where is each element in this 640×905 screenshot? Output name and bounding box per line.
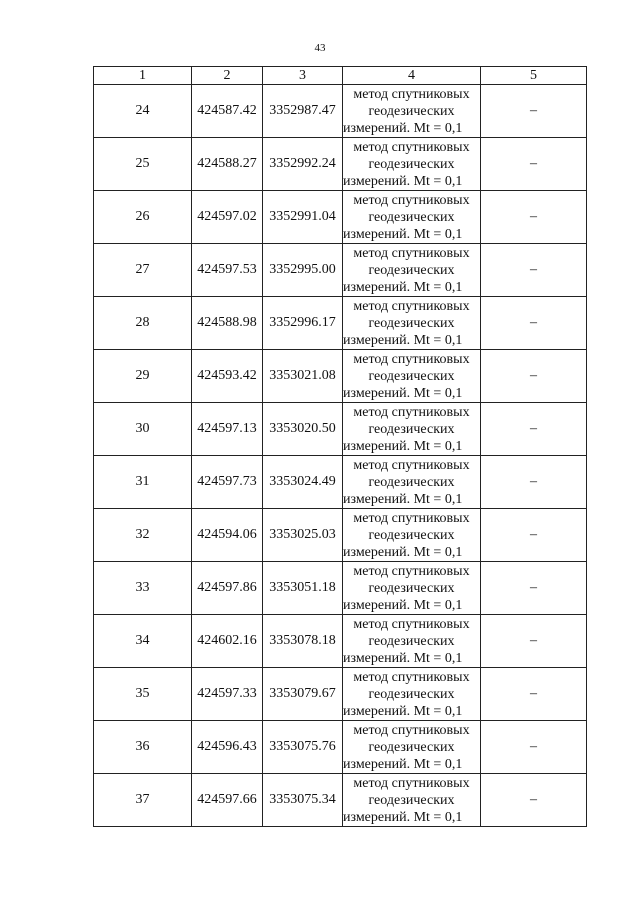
note-cell: – (481, 562, 587, 615)
y-coordinate-cell: 3353079.67 (263, 668, 343, 721)
y-coordinate-cell: 3353075.34 (263, 774, 343, 827)
x-coordinate-cell: 424597.13 (192, 403, 263, 456)
table-row (94, 456, 587, 509)
point-number-cell: 26 (94, 191, 192, 244)
x-coordinate-cell: 424594.06 (192, 509, 263, 562)
method-line: измерений. Mt = 0,1 (343, 332, 463, 348)
method-cell (343, 615, 481, 668)
x-coordinate-cell: 424593.42 (192, 350, 263, 403)
table-row (94, 191, 587, 244)
point-number-cell: 32 (94, 509, 192, 562)
method-cell (343, 191, 481, 244)
note-cell: – (481, 297, 587, 350)
y-coordinate-cell: 3353078.18 (263, 615, 343, 668)
method-cell (343, 721, 481, 774)
point-number-cell: 27 (94, 244, 192, 297)
point-number-cell: 31 (94, 456, 192, 509)
method-line: метод спутниковых (353, 616, 470, 632)
note-cell: – (481, 668, 587, 721)
method-line: измерений. Mt = 0,1 (343, 809, 463, 825)
y-coordinate-cell: 3353025.03 (263, 509, 343, 562)
y-coordinate-cell: 3353021.08 (263, 350, 343, 403)
point-number-cell: 36 (94, 721, 192, 774)
method-line: метод спутниковых (353, 139, 470, 155)
header-col-4: 4 (343, 67, 481, 85)
note-cell: – (481, 456, 587, 509)
method-line: метод спутниковых (353, 563, 470, 579)
method-line: измерений. Mt = 0,1 (343, 597, 463, 613)
method-line: метод спутниковых (353, 351, 470, 367)
method-line: геодезических (368, 686, 455, 702)
method-line: геодезических (368, 421, 455, 437)
method-line: метод спутниковых (353, 404, 470, 420)
y-coordinate-cell: 3352995.00 (263, 244, 343, 297)
note-cell: – (481, 138, 587, 191)
x-coordinate-cell: 424597.33 (192, 668, 263, 721)
note-cell: – (481, 350, 587, 403)
x-coordinate-cell: 424596.43 (192, 721, 263, 774)
method-line: геодезических (368, 580, 455, 596)
point-number-cell: 24 (94, 85, 192, 138)
note-cell: – (481, 774, 587, 827)
y-coordinate-cell: 3352987.47 (263, 85, 343, 138)
table-row (94, 403, 587, 456)
y-coordinate-cell: 3352992.24 (263, 138, 343, 191)
method-line: метод спутниковых (353, 775, 470, 791)
note-cell: – (481, 615, 587, 668)
table-header-row (94, 67, 587, 85)
point-number-cell: 30 (94, 403, 192, 456)
table-row (94, 615, 587, 668)
point-number-cell: 33 (94, 562, 192, 615)
method-cell (343, 138, 481, 191)
method-line: геодезических (368, 156, 455, 172)
header-col-3: 3 (263, 67, 343, 85)
y-coordinate-cell: 3353024.49 (263, 456, 343, 509)
method-line: геодезических (368, 315, 455, 331)
y-coordinate-cell: 3352991.04 (263, 191, 343, 244)
method-line: метод спутниковых (353, 86, 470, 102)
method-line: метод спутниковых (353, 669, 470, 685)
y-coordinate-cell: 3352996.17 (263, 297, 343, 350)
x-coordinate-cell: 424602.16 (192, 615, 263, 668)
table-body (94, 85, 587, 827)
y-coordinate-cell: 3353075.76 (263, 721, 343, 774)
page-number: 43 (314, 42, 326, 54)
method-line: измерений. Mt = 0,1 (343, 385, 463, 401)
method-line: метод спутниковых (353, 298, 470, 314)
x-coordinate-cell: 424597.86 (192, 562, 263, 615)
note-cell: – (481, 244, 587, 297)
table-row (94, 85, 587, 138)
method-line: метод спутниковых (353, 245, 470, 261)
table-row (94, 562, 587, 615)
method-cell (343, 774, 481, 827)
method-line: измерений. Mt = 0,1 (343, 120, 463, 136)
method-line: геодезических (368, 739, 455, 755)
point-number-cell: 37 (94, 774, 192, 827)
method-line: измерений. Mt = 0,1 (343, 756, 463, 772)
x-coordinate-cell: 424597.66 (192, 774, 263, 827)
x-coordinate-cell: 424588.27 (192, 138, 263, 191)
y-coordinate-cell: 3353051.18 (263, 562, 343, 615)
method-line: измерений. Mt = 0,1 (343, 491, 463, 507)
method-line: геодезических (368, 209, 455, 225)
method-cell (343, 509, 481, 562)
table-row (94, 138, 587, 191)
table-row (94, 350, 587, 403)
x-coordinate-cell: 424587.42 (192, 85, 263, 138)
header-col-2: 2 (192, 67, 263, 85)
method-cell (343, 403, 481, 456)
method-line: измерений. Mt = 0,1 (343, 703, 463, 719)
method-line: геодезических (368, 368, 455, 384)
point-number-cell: 34 (94, 615, 192, 668)
method-line: метод спутниковых (353, 722, 470, 738)
point-number-cell: 35 (94, 668, 192, 721)
method-line: метод спутниковых (353, 457, 470, 473)
method-line: геодезических (368, 262, 455, 278)
point-number-cell: 28 (94, 297, 192, 350)
table-row (94, 774, 587, 827)
method-line: измерений. Mt = 0,1 (343, 650, 463, 666)
method-line: геодезических (368, 527, 455, 543)
method-line: измерений. Mt = 0,1 (343, 173, 463, 189)
method-cell (343, 668, 481, 721)
x-coordinate-cell: 424588.98 (192, 297, 263, 350)
note-cell: – (481, 191, 587, 244)
method-line: геодезических (368, 633, 455, 649)
method-line: геодезических (368, 792, 455, 808)
note-cell: – (481, 403, 587, 456)
method-line: измерений. Mt = 0,1 (343, 438, 463, 454)
method-line: геодезических (368, 103, 455, 119)
table-row (94, 244, 587, 297)
method-line: измерений. Mt = 0,1 (343, 279, 463, 295)
x-coordinate-cell: 424597.53 (192, 244, 263, 297)
coordinates-table (93, 66, 587, 827)
table-row (94, 509, 587, 562)
method-cell (343, 85, 481, 138)
method-cell (343, 562, 481, 615)
note-cell: – (481, 85, 587, 138)
x-coordinate-cell: 424597.73 (192, 456, 263, 509)
note-cell: – (481, 509, 587, 562)
table-row (94, 721, 587, 774)
note-cell: – (481, 721, 587, 774)
method-line: измерений. Mt = 0,1 (343, 226, 463, 242)
point-number-cell: 25 (94, 138, 192, 191)
method-cell (343, 456, 481, 509)
table-row (94, 668, 587, 721)
method-cell (343, 350, 481, 403)
method-line: метод спутниковых (353, 510, 470, 526)
method-line: геодезических (368, 474, 455, 490)
header-col-5: 5 (481, 67, 587, 85)
header-col-1: 1 (94, 67, 192, 85)
x-coordinate-cell: 424597.02 (192, 191, 263, 244)
method-cell (343, 244, 481, 297)
table-row (94, 297, 587, 350)
method-line: метод спутниковых (353, 192, 470, 208)
method-cell (343, 297, 481, 350)
point-number-cell: 29 (94, 350, 192, 403)
method-line: измерений. Mt = 0,1 (343, 544, 463, 560)
y-coordinate-cell: 3353020.50 (263, 403, 343, 456)
